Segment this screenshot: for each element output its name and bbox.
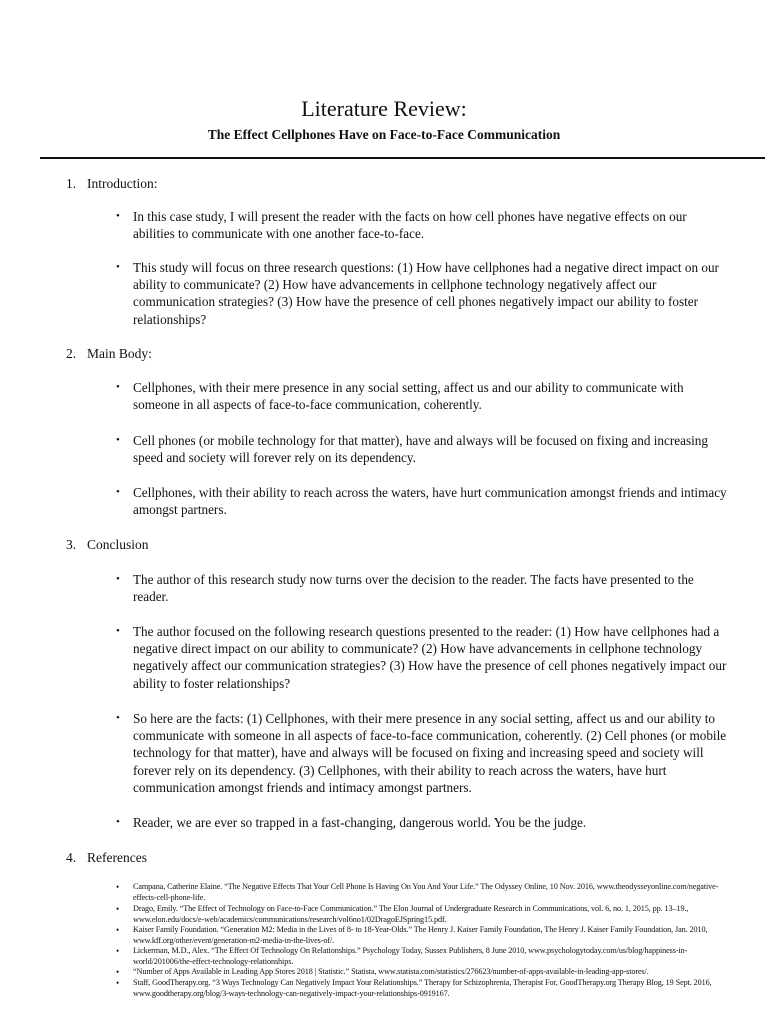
- bullet-icon: •: [116, 625, 120, 637]
- bullet-icon: •: [116, 882, 120, 892]
- reference-item: [116, 925, 728, 946]
- list-item-text: In this case study, I will present the reader with the facts on how cell phones have negative effects on our abilities to communicate with one another face-to-face.: [133, 209, 687, 242]
- reference-item: [116, 946, 728, 967]
- page-subtitle: The Effect Cellphones Have on Face-to-Face Communication: [207, 127, 561, 142]
- section-title: Conclusion: [87, 537, 149, 552]
- section-title: Introduction:: [87, 176, 158, 191]
- bullet-icon: •: [116, 434, 120, 446]
- list-item-text: The author focused on the following research questions presented to the reader: (1) How have cellphones had a negative direct impact on our ability to communicate? (2) How have advancements in cellphone technology negatively affect our communication strategies? (3) How have the presence of cell phones negatively impact our ability to foster relationships?: [133, 624, 727, 691]
- section-title: References: [87, 850, 147, 865]
- bullet-icon: •: [116, 904, 120, 914]
- section-heading-introduction: [66, 175, 158, 192]
- bullet-icon: •: [116, 381, 120, 393]
- list-item-text: The author of this research study now turns over the decision to the reader. The facts have presented to the reader.: [133, 572, 694, 605]
- list-item: [116, 571, 728, 605]
- section-heading-conclusion: [66, 536, 149, 553]
- reference-item: [116, 904, 728, 925]
- list-item: [116, 432, 728, 466]
- list-item: [116, 814, 728, 831]
- reference-text: Campana, Catherine Elaine. “The Negative Effects That Your Cell Phone Is Having On You And Your Life.” The Odyssey Online, 10 Nov. 2016, www.theodysseyonline.com/negative-effects-cell-phone-life.: [133, 882, 719, 902]
- bullet-icon: •: [116, 486, 120, 498]
- section-number: 2.: [66, 346, 77, 361]
- bullet-icon: •: [116, 967, 120, 977]
- reference-text: Staff, GoodTherapy.org. “3 Ways Technology Can Negatively Impact Your Relationships.” Therapy for Schizophrenia, Therapist For, GoodTherapy.org Therapy Blog, 19 Sept. 2016, www.goodtherapy.org/blog/3-ways-technology-can-negatively-impact-your-relationships-0919167.: [133, 978, 712, 998]
- list-item: [116, 208, 728, 242]
- bullet-icon: •: [116, 925, 120, 935]
- section-title: Main Body:: [87, 346, 152, 361]
- section-number: 4.: [66, 850, 77, 865]
- list-item: [116, 710, 728, 796]
- bullet-icon: •: [116, 261, 120, 273]
- section-heading-main-body: [66, 345, 152, 362]
- list-item: [116, 623, 728, 692]
- list-item: [116, 484, 728, 518]
- reference-text: Lickerman, M.D., Alex. “The Effect Of Technology On Relationships.” Psychology Today, Sussex Publishers, 8 June 2010, www.psychologytoday.com/us/blog/happiness-in-world/201006/the-effect-technology-relationships.: [133, 946, 688, 966]
- bullet-icon: •: [116, 712, 120, 724]
- reference-item: [116, 967, 728, 978]
- section-number: 1.: [66, 176, 77, 191]
- reference-text: Kaiser Family Foundation. “Generation M2: Media in the Lives of 8- to 18-Year-Olds.” The Henry J. Kaiser Family Foundation, The Henry J. Kaiser Family Foundation, Jan. 2010, www.kff.org/other/event/generation-m2-media-in-the-lives-of/.: [133, 925, 708, 945]
- reference-item: [116, 882, 728, 903]
- page-title: Literature Review:: [301, 96, 467, 121]
- list-item-text: Cell phones (or mobile technology for that matter), have and always will be focused on fixing and increasing speed and society will forever rely on its dependency.: [133, 433, 708, 466]
- bullet-icon: •: [116, 573, 120, 585]
- list-item-text: This study will focus on three research questions: (1) How have cellphones had a negative direct impact on our ability to communicate? (2) How have advancements in cellphone technology negatively affect our communication strategies? (3) How have the presence of cell phones negatively impact our ability to foster relationships?: [133, 260, 719, 327]
- bullet-icon: •: [116, 978, 120, 988]
- list-item: [116, 379, 728, 413]
- title-divider: [40, 157, 765, 159]
- reference-item: [116, 978, 728, 999]
- reference-text: “Number of Apps Available in Leading App Stores 2018 | Statistic.” Statista, www.statista.com/statistics/276623/number-of-apps-available-in-leading-app-stores/.: [133, 967, 649, 976]
- list-item-text: Cellphones, with their mere presence in any social setting, affect us and our ability to communicate with someone in all aspects of face-to-face communication, coherently.: [133, 380, 684, 413]
- list-item: [116, 259, 728, 328]
- list-item-text: Reader, we are ever so trapped in a fast-changing, dangerous world. You be the judge.: [133, 815, 587, 830]
- reference-text: Drago, Emily. “The Effect of Technology on Face-to-Face Communication.” The Elon Journal of Undergraduate Research in Communications, vol. 6, no. 1, 2015, pp. 13–19., www.elon.edu/docs/e-web/academics/communications/research/vol6no1/02DragoEJSpring15.pdf.: [133, 904, 689, 924]
- section-number: 3.: [66, 537, 77, 552]
- section-heading-references: [66, 849, 147, 866]
- bullet-icon: •: [116, 210, 120, 222]
- bullet-icon: •: [116, 816, 120, 828]
- list-item-text: So here are the facts: (1) Cellphones, with their mere presence in any social setting, affect us and our ability to communicate with someone in all aspects of face-to-face communication, coherently. (2) Cell phones (or mobile technology for that matter), have and always will be focused on fixing and increasing speed and society will forever rely on its dependency. (3) Cellphones, with their ability to reach across the waters, have hurt communication amongst friends and intimacy amongst partners.: [133, 711, 727, 795]
- list-item-text: Cellphones, with their ability to reach across the waters, have hurt communication amongst friends and intimacy amongst partners.: [133, 485, 727, 518]
- bullet-icon: •: [116, 946, 120, 956]
